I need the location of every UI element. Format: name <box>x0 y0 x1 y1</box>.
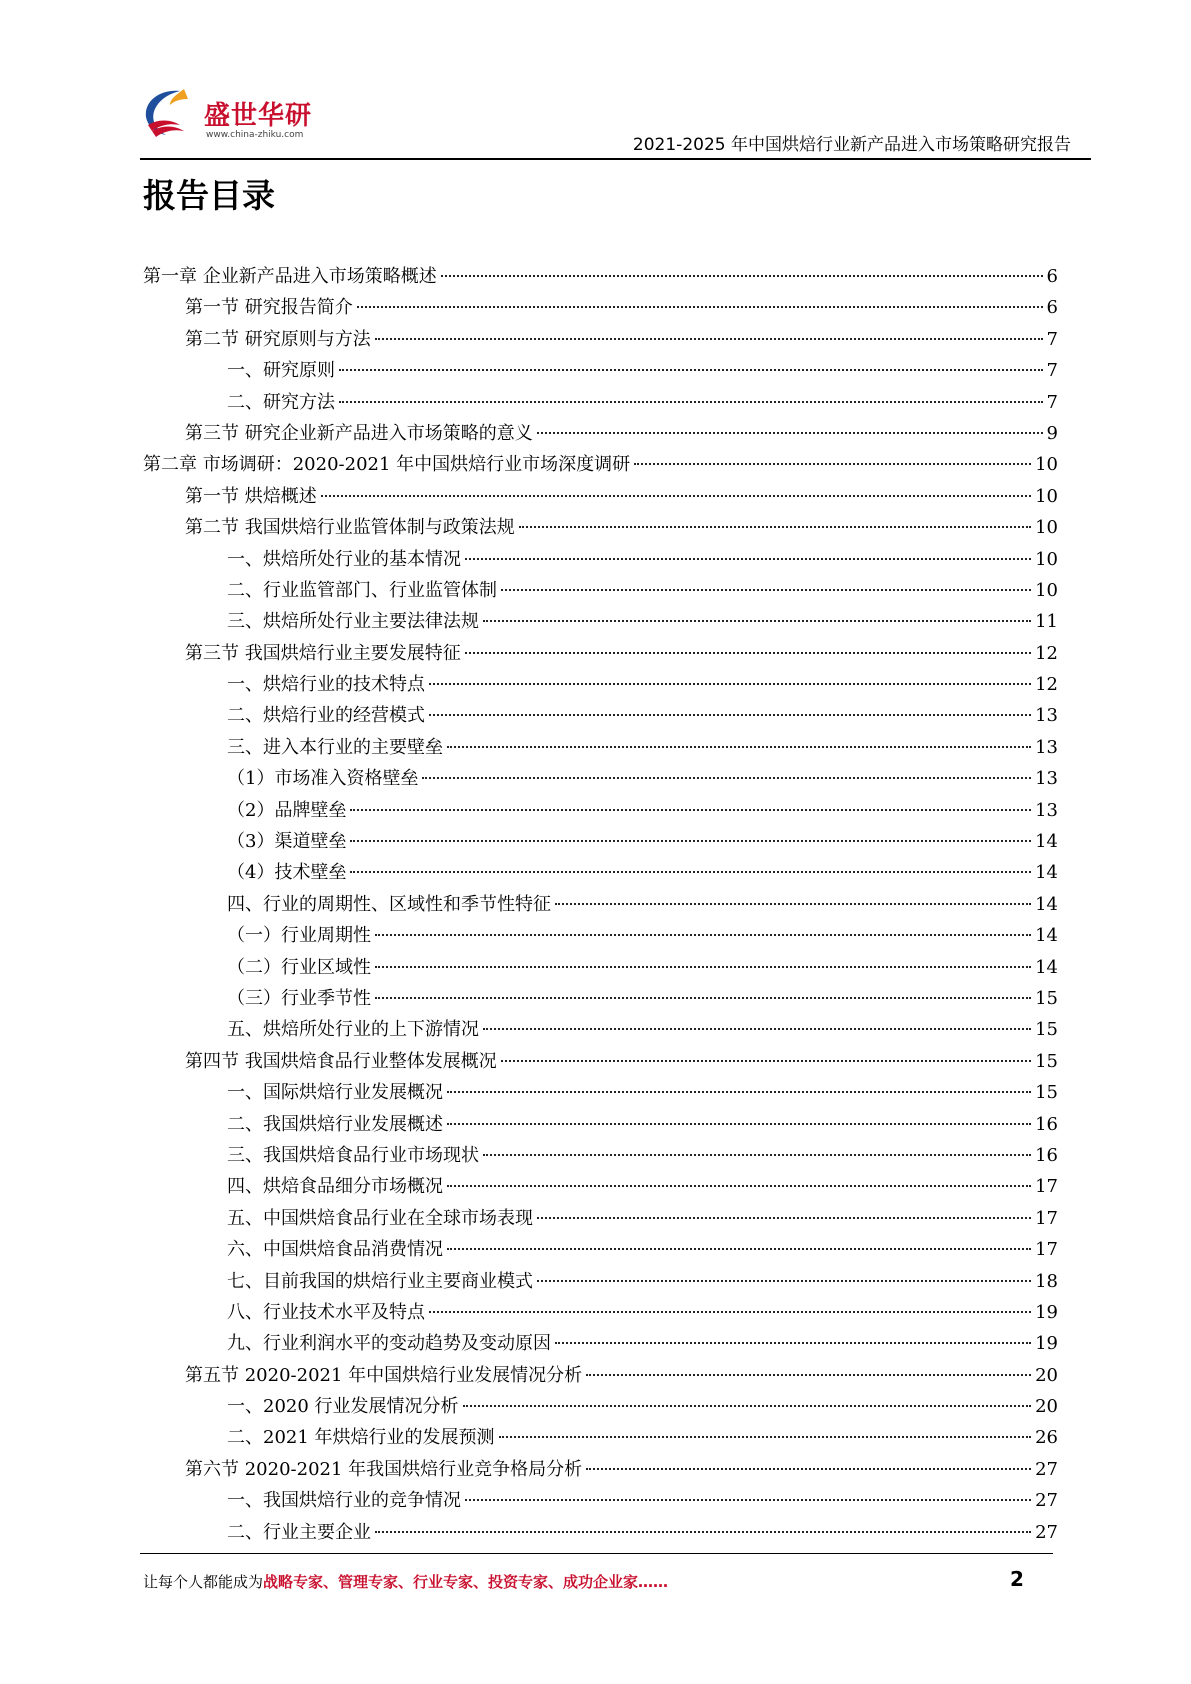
toc-entry-label: 一、烘焙行业的技术特点 <box>227 674 425 696</box>
toc-entry-page: 14 <box>1035 925 1058 947</box>
toc-entry-page: 6 <box>1046 297 1058 319</box>
toc-entry-page: 20 <box>1035 1396 1058 1418</box>
toc-entry-label: 第一节 烘焙概述 <box>185 485 317 507</box>
toc-entry-label: 四、行业的周期性、区域性和季节性特征 <box>227 893 551 915</box>
toc-entry[interactable] <box>143 356 1058 387</box>
toc-entry[interactable] <box>143 482 1058 513</box>
toc-entry-label: （三）行业季节性 <box>227 987 371 1009</box>
toc-entry-label: （二）行业区域性 <box>227 956 371 978</box>
toc-entry-label: （3）渠道壁垒 <box>227 831 347 853</box>
toc-dot-leader <box>429 714 1031 716</box>
toc-entry[interactable] <box>143 419 1058 450</box>
toc-entry-label: 一、烘焙所处行业的基本情况 <box>227 548 461 570</box>
toc-entry[interactable] <box>143 576 1058 607</box>
toc-dot-leader <box>483 1028 1031 1030</box>
toc-dot-leader <box>350 840 1031 842</box>
toc-entry[interactable] <box>143 639 1058 670</box>
toc-entry[interactable] <box>143 1329 1058 1360</box>
toc-entry[interactable] <box>143 1110 1058 1141</box>
toc-dot-leader <box>350 871 1031 873</box>
toc-entry[interactable] <box>143 890 1058 921</box>
toc-dot-leader <box>555 903 1031 905</box>
toc-entry-label: 五、中国烘焙食品行业在全球市场表现 <box>227 1207 533 1229</box>
toc-entry-page: 17 <box>1035 1207 1058 1229</box>
page-title: 报告目录 <box>143 176 275 215</box>
toc-dot-leader <box>537 432 1043 434</box>
toc-entry[interactable] <box>143 1518 1058 1549</box>
toc-entry-page: 17 <box>1035 1239 1058 1261</box>
toc-dot-leader <box>501 1060 1031 1062</box>
toc-dot-leader <box>519 526 1031 528</box>
toc-entry-label: 第六节 2020-2021 年我国烘焙行业竞争格局分析 <box>185 1458 583 1480</box>
toc-dot-leader <box>350 809 1031 811</box>
toc-entry[interactable] <box>143 1361 1058 1392</box>
toc-entry-label: 第五节 2020-2021 年中国烘焙行业发展情况分析 <box>185 1364 583 1386</box>
toc-entry-label: 一、我国烘焙行业的竞争情况 <box>227 1490 461 1512</box>
toc-entry-page: 9 <box>1046 422 1058 444</box>
toc-dot-leader <box>375 966 1031 968</box>
toc-entry[interactable] <box>143 1486 1058 1517</box>
toc-dot-leader <box>339 401 1043 403</box>
toc-entry[interactable] <box>143 1455 1058 1486</box>
toc-entry-page: 19 <box>1035 1333 1058 1355</box>
toc-entry[interactable] <box>143 325 1058 356</box>
toc-entry-label: 三、我国烘焙食品行业市场现状 <box>227 1144 479 1166</box>
toc-entry[interactable] <box>143 1267 1058 1298</box>
footer-slogan-highlight: 战略专家、管理专家、行业专家、投资专家、成功企业家…… <box>263 1573 669 1591</box>
table-of-contents <box>143 262 1058 1549</box>
toc-dot-leader <box>465 558 1031 560</box>
toc-dot-leader <box>501 589 1031 591</box>
toc-dot-leader <box>447 1185 1031 1187</box>
toc-entry[interactable] <box>143 1204 1058 1235</box>
toc-dot-leader <box>483 620 1031 622</box>
toc-entry-page: 14 <box>1035 893 1058 915</box>
toc-entry-label: 七、目前我国的烘焙行业主要商业模式 <box>227 1270 533 1292</box>
toc-entry-label: 第二章 市场调研：2020-2021 年中国烘焙行业市场深度调研 <box>143 454 631 476</box>
toc-entry-page: 15 <box>1035 987 1058 1009</box>
toc-dot-leader <box>447 1248 1031 1250</box>
footer-divider <box>140 1553 1053 1554</box>
toc-entry-label: 九、行业利润水平的变动趋势及变动原因 <box>227 1333 551 1355</box>
company-logo <box>140 85 313 145</box>
toc-dot-leader <box>537 1217 1031 1219</box>
toc-entry[interactable] <box>143 1172 1058 1203</box>
toc-entry-page: 17 <box>1035 1176 1058 1198</box>
toc-entry-label: 第二节 研究原则与方法 <box>185 328 371 350</box>
toc-dot-leader <box>447 746 1031 748</box>
toc-entry-label: 二、2021 年烘焙行业的发展预测 <box>227 1427 495 1449</box>
toc-dot-leader <box>375 338 1043 340</box>
toc-entry-label: 八、行业技术水平及特点 <box>227 1301 425 1323</box>
toc-entry-page: 13 <box>1035 799 1058 821</box>
toc-entry-label: 三、进入本行业的主要壁垒 <box>227 736 443 758</box>
toc-entry-page: 15 <box>1035 1082 1058 1104</box>
toc-entry-label: 二、行业监管部门、行业监管体制 <box>227 579 497 601</box>
toc-dot-leader <box>634 463 1031 465</box>
toc-entry-label: 第四节 我国烘焙食品行业整体发展概况 <box>185 1050 497 1072</box>
toc-entry-page: 11 <box>1035 611 1058 633</box>
toc-entry-page: 14 <box>1035 862 1058 884</box>
toc-entry-label: 一、2020 行业发展情况分析 <box>227 1396 459 1418</box>
toc-entry-label: （4）技术壁垒 <box>227 862 347 884</box>
toc-dot-leader <box>357 306 1043 308</box>
toc-entry-label: 第二节 我国烘焙行业监管体制与政策法规 <box>185 517 515 539</box>
toc-entry-label: （1）市场准入资格壁垒 <box>227 768 419 790</box>
report-title: 2021-2025 年中国烘焙行业新产品进入市场策略研究报告 <box>632 135 1071 155</box>
toc-entry-label: 第三节 研究企业新产品进入市场策略的意义 <box>185 422 533 444</box>
toc-entry[interactable] <box>143 1298 1058 1329</box>
footer-slogan-prefix: 让每个人都能成为 <box>143 1573 264 1591</box>
toc-entry-page: 10 <box>1035 579 1058 601</box>
toc-dot-leader <box>422 777 1031 779</box>
toc-entry-page: 15 <box>1035 1019 1058 1041</box>
page-number: 2 <box>1010 1567 1024 1591</box>
toc-entry[interactable] <box>143 670 1058 701</box>
toc-entry[interactable] <box>143 1047 1058 1078</box>
toc-entry-page: 18 <box>1035 1270 1058 1292</box>
toc-entry-page: 12 <box>1035 674 1058 696</box>
toc-entry-label: 二、烘焙行业的经营模式 <box>227 705 425 727</box>
toc-dot-leader <box>586 1468 1031 1470</box>
toc-entry[interactable] <box>143 607 1058 638</box>
toc-dot-leader <box>375 934 1031 936</box>
toc-entry-page: 10 <box>1035 517 1058 539</box>
toc-entry-page: 7 <box>1046 391 1058 413</box>
toc-entry[interactable] <box>143 388 1058 419</box>
toc-entry-label: 一、国际烘焙行业发展概况 <box>227 1082 443 1104</box>
toc-entry[interactable] <box>143 1423 1058 1454</box>
toc-entry-page: 13 <box>1035 768 1058 790</box>
toc-entry-page: 27 <box>1035 1521 1058 1543</box>
toc-entry-page: 12 <box>1035 642 1058 664</box>
toc-entry-label: 二、行业主要企业 <box>227 1521 371 1543</box>
toc-dot-leader <box>429 683 1031 685</box>
toc-entry-page: 14 <box>1035 831 1058 853</box>
toc-entry[interactable] <box>143 733 1058 764</box>
toc-dot-leader <box>441 275 1043 277</box>
toc-entry-label: 二、我国烘焙行业发展概述 <box>227 1113 443 1135</box>
toc-entry[interactable] <box>143 545 1058 576</box>
toc-entry[interactable] <box>143 858 1058 889</box>
toc-entry-page: 16 <box>1035 1113 1058 1135</box>
toc-entry[interactable] <box>143 450 1058 481</box>
toc-entry-label: 三、烘焙所处行业主要法律法规 <box>227 611 479 633</box>
toc-entry[interactable] <box>143 953 1058 984</box>
toc-entry-page: 14 <box>1035 956 1058 978</box>
toc-dot-leader <box>555 1342 1031 1344</box>
toc-entry[interactable] <box>143 293 1058 324</box>
toc-entry-page: 20 <box>1035 1364 1058 1386</box>
toc-entry[interactable] <box>143 796 1058 827</box>
toc-entry-page: 13 <box>1035 736 1058 758</box>
toc-entry-label: 六、中国烘焙食品消费情况 <box>227 1239 443 1261</box>
toc-entry-page: 27 <box>1035 1490 1058 1512</box>
toc-dot-leader <box>499 1436 1032 1438</box>
toc-entry-page: 19 <box>1035 1301 1058 1323</box>
toc-entry-page: 10 <box>1035 485 1058 507</box>
toc-entry-label: 第一节 研究报告简介 <box>185 297 353 319</box>
toc-entry[interactable] <box>143 513 1058 544</box>
toc-entry-page: 15 <box>1035 1050 1058 1072</box>
toc-dot-leader <box>447 1091 1031 1093</box>
toc-entry[interactable] <box>143 1141 1058 1172</box>
toc-entry-label: （2）品牌壁垒 <box>227 799 347 821</box>
toc-entry-label: 二、研究方法 <box>227 391 335 413</box>
toc-entry[interactable] <box>143 1235 1058 1266</box>
toc-entry[interactable] <box>143 262 1058 293</box>
toc-entry[interactable] <box>143 984 1058 1015</box>
logo-url-text: www.china-zhiku.com <box>206 130 304 140</box>
toc-entry-page: 7 <box>1046 360 1058 382</box>
toc-dot-leader <box>537 1280 1031 1282</box>
toc-entry[interactable] <box>143 1078 1058 1109</box>
header-divider <box>140 158 1091 160</box>
toc-entry-page: 26 <box>1035 1427 1058 1449</box>
logo-brand-text: 盛世华研 <box>204 101 313 131</box>
toc-entry[interactable] <box>143 921 1058 952</box>
toc-entry[interactable] <box>143 827 1058 858</box>
toc-entry[interactable] <box>143 1392 1058 1423</box>
toc-dot-leader <box>586 1374 1031 1376</box>
toc-entry[interactable] <box>143 1015 1058 1046</box>
toc-dot-leader <box>463 1405 1032 1407</box>
toc-entry[interactable] <box>143 764 1058 795</box>
toc-entry-label: 四、烘焙食品细分市场概况 <box>227 1176 443 1198</box>
toc-entry-page: 13 <box>1035 705 1058 727</box>
footer-slogan <box>143 1571 668 1592</box>
toc-dot-leader <box>429 1311 1031 1313</box>
toc-entry[interactable] <box>143 701 1058 732</box>
toc-entry-page: 10 <box>1035 454 1058 476</box>
toc-entry-page: 10 <box>1035 548 1058 570</box>
toc-entry-page: 7 <box>1046 328 1058 350</box>
toc-dot-leader <box>321 495 1031 497</box>
toc-dot-leader <box>465 652 1031 654</box>
toc-dot-leader <box>375 1531 1031 1533</box>
toc-dot-leader <box>465 1499 1031 1501</box>
toc-entry-label: 第三节 我国烘焙行业主要发展特征 <box>185 642 461 664</box>
toc-entry-page: 27 <box>1035 1458 1058 1480</box>
toc-dot-leader <box>483 1154 1031 1156</box>
toc-entry-label: 一、研究原则 <box>227 360 335 382</box>
toc-entry-page: 16 <box>1035 1144 1058 1166</box>
toc-dot-leader <box>447 1123 1031 1125</box>
toc-entry-label: 五、烘焙所处行业的上下游情况 <box>227 1019 479 1041</box>
toc-dot-leader <box>339 369 1043 371</box>
toc-entry-label: （一）行业周期性 <box>227 925 371 947</box>
toc-entry-page: 6 <box>1046 266 1058 287</box>
toc-entry-label: 第一章 企业新产品进入市场策略概述 <box>143 266 437 287</box>
toc-dot-leader <box>375 997 1031 999</box>
logo-mark-icon <box>140 85 202 143</box>
